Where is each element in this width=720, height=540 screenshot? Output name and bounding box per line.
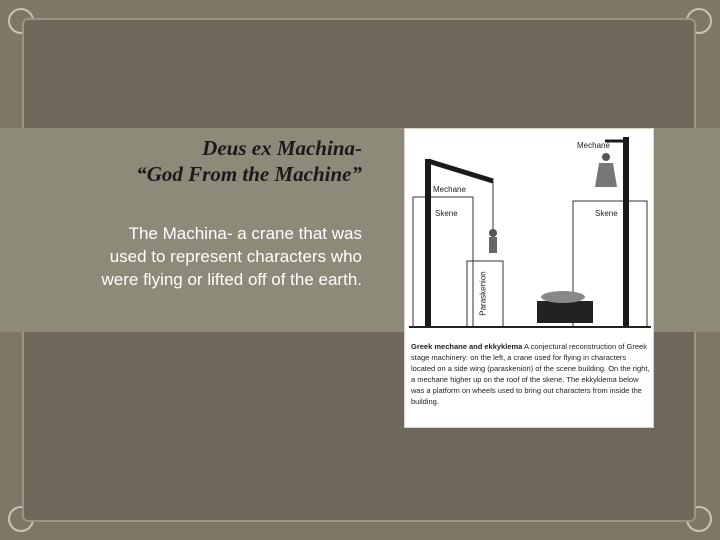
stage-machinery-figure: [404, 128, 654, 428]
label-paraskenion: Paraskenion: [478, 271, 488, 316]
slide-title-line2: “God From the Machine”: [136, 162, 362, 186]
stage-machinery-drawing: [405, 129, 655, 339]
label-mechane-left: Mechane: [433, 185, 466, 194]
label-skene-right: Skene: [595, 209, 618, 218]
label-mechane-right: Mechane: [577, 141, 610, 150]
slide-title-line1: Deus ex Machina-: [202, 136, 362, 160]
slide-body-text: The Machina- a crane that was used to represent characters who were flying or lifted off of the earth.: [101, 224, 362, 289]
caption-text: A conjectural reconstruction of Greek stage machinery: on the left, a crane used for flying in characters located on a side wing (paraskenion) of the scene building. On the right, a mechane higher up on the roof of the skene. The ekkyklema below was a platform on wheels used to bring out characters from inside the building.: [411, 342, 650, 406]
label-skene-left: Skene: [435, 209, 458, 218]
caption-heading: Greek mechane and ekkyklema: [411, 342, 523, 351]
figure-caption: [411, 341, 651, 407]
